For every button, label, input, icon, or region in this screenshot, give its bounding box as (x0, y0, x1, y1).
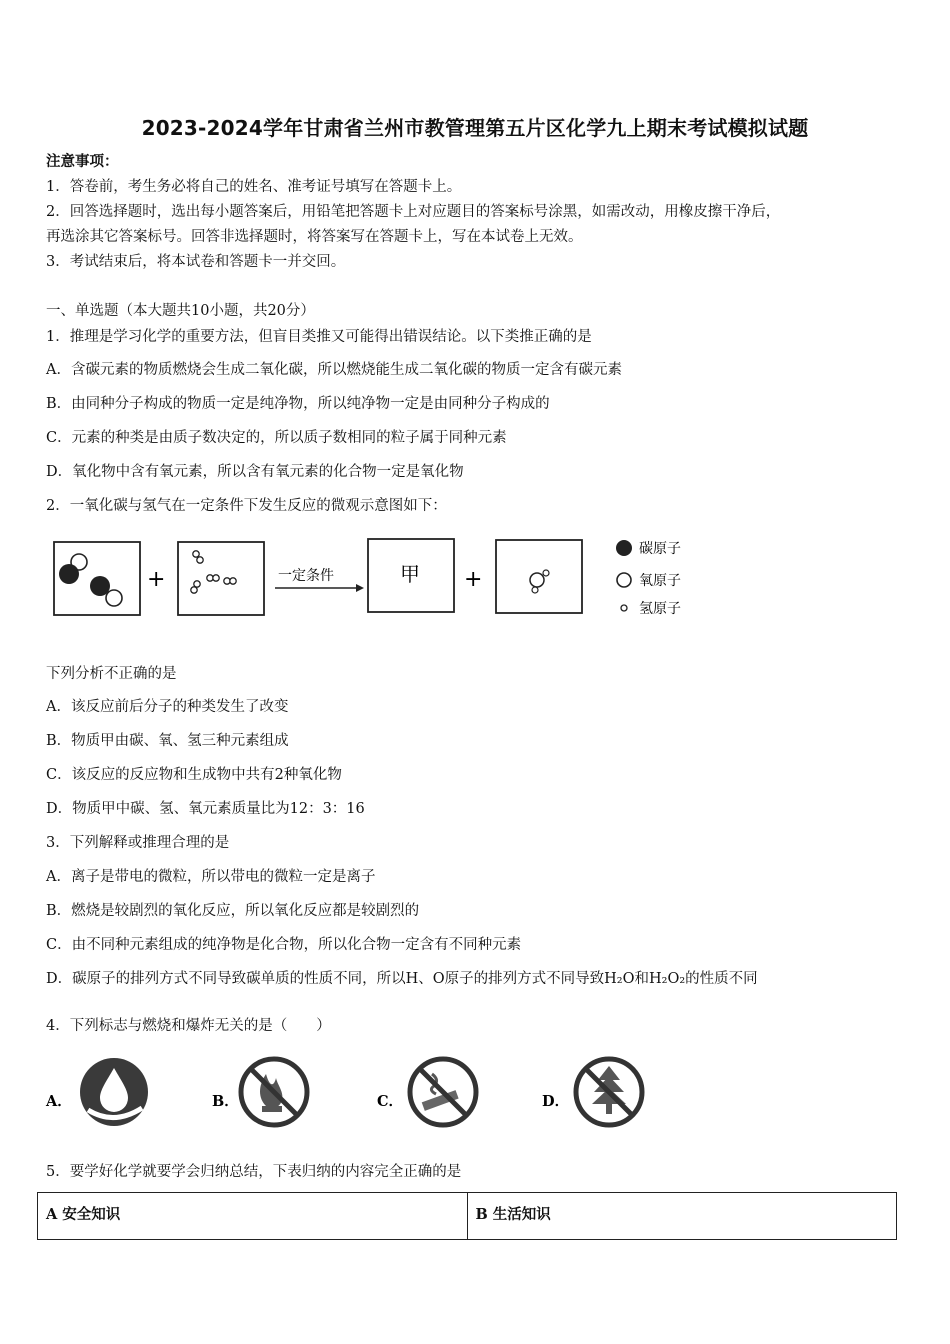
q3-stem: 3．下列解释或推理合理的是 (46, 835, 230, 851)
reaction-condition: 一定条件 (278, 568, 334, 584)
q1-stem: 1．推理是学习化学的重要方法，但盲目类推又可能得出错误结论。以下类推正确的是 (46, 329, 592, 345)
q1-option-a: A．含碳元素的物质燃烧会生成二氧化碳，所以燃烧能生成二氧化碳的物质一定含有碳元素 (46, 362, 622, 378)
q3-option-a: A．离子是带电的微粒，所以带电的微粒一定是离子 (46, 869, 376, 885)
q4-signs (44, 1050, 684, 1134)
product-label: 甲 (400, 562, 420, 586)
section-heading: 一、单选题（本大题共10小题，共20分） (46, 303, 315, 319)
q4-label-d: D． (542, 1093, 570, 1110)
q2-option-d: D．物质甲中碳、氢、氧元素质量比为12：3：16 (46, 801, 365, 817)
q1-option-d: D．氧化物中含有氧元素，所以含有氧元素的化合物一定是氧化物 (46, 464, 464, 480)
q4-stem: 4．下列标志与燃烧和爆炸无关的是（ ） (46, 1018, 331, 1034)
q5-table-header-b: B 生活知识 (467, 1193, 897, 1239)
reactant-box-h2 (178, 542, 264, 615)
q2-option-c: C．该反应的反应物和生成物中共有2种氧化物 (46, 767, 342, 783)
hydrogen-atom-icon (532, 587, 538, 593)
q5-table-header-a: A 安全知识 (46, 1206, 121, 1223)
hydrogen-molecules (191, 551, 236, 593)
page-title: 2023-2024学年甘肃省兰州市教管理第五片区化学九上期末考试模拟试题 (141, 116, 809, 140)
q2-option-b: B．物质甲由碳、氧、氢三种元素组成 (46, 733, 289, 749)
carbon-atom-icon (59, 564, 79, 584)
no-smoking-sign-icon (410, 1059, 476, 1125)
q1-option-b: B．由同种分子构成的物质一定是纯净物，所以纯净物一定是由同种分子构成的 (46, 396, 550, 412)
q4-label-a: A． (46, 1093, 72, 1110)
notice-item: 2．回答选择题时，选出每小题答案后，用铅笔把答题卡上对应题目的答案标号涂黑，如需改动，用橡皮擦干净后， (46, 204, 781, 220)
oxygen-atom-icon (106, 590, 122, 606)
legend-carbon-icon (616, 540, 632, 556)
plus-sign: + (464, 567, 483, 592)
notice-item: 3．考试结束后，将本试卷和答题卡一并交回。 (46, 254, 346, 270)
q2-option-a: A．该反应前后分子的种类发生了改变 (46, 699, 289, 715)
no-open-flame-sign-icon (241, 1059, 307, 1125)
reaction-diagram (50, 536, 710, 622)
q3-option-d: D．碳原子的排列方式不同导致碳单质的性质不同，所以H、O原子的排列方式不同导致H₂O和H₂O₂的性质不同 (46, 971, 758, 987)
legend-oxygen-icon (617, 573, 631, 587)
no-fireworks-sign-icon (576, 1059, 642, 1125)
notice-item: 再选涂其它答案标号。回答非选择题时，将答案写在答题卡上，写在本试卷上无效。 (46, 229, 583, 245)
notice-heading: 注意事项： (46, 153, 119, 170)
arrow-head-icon (356, 584, 364, 592)
q4-label-b: B． (212, 1093, 239, 1110)
q3-option-c: C．由不同种元素组成的纯净物是化合物，所以化合物一定含有不同种元素 (46, 937, 522, 953)
legend-hydrogen-label: 氢原子 (639, 601, 681, 617)
q5-table (37, 1192, 897, 1240)
plus-sign: + (147, 567, 166, 592)
water-drop-sign-icon (80, 1058, 148, 1126)
q3-option-b: B．燃烧是较剧烈的氧化反应，所以氧化反应都是较剧烈的 (46, 903, 420, 919)
q2-stem: 2．一氧化碳与氢气在一定条件下发生反应的微观示意图如下： (46, 498, 447, 514)
notice-item: 1．答卷前，考生务必将自己的姓名、准考证号填写在答题卡上。 (46, 179, 462, 195)
q2-sub: 下列分析不正确的是 (46, 666, 177, 682)
legend-oxygen-label: 氧原子 (639, 573, 681, 589)
q4-label-c: C． (377, 1093, 404, 1110)
q1-option-c: C．元素的种类是由质子数决定的，所以质子数相同的粒子属于同种元素 (46, 430, 507, 446)
q5-stem: 5．要学好化学就要学会归纳总结，下表归纳的内容完全正确的是 (46, 1164, 462, 1180)
oxygen-atom-icon (530, 573, 544, 587)
legend-hydrogen-icon (621, 605, 627, 611)
legend-carbon-label: 碳原子 (639, 541, 681, 557)
hydrogen-atom-icon (543, 570, 549, 576)
